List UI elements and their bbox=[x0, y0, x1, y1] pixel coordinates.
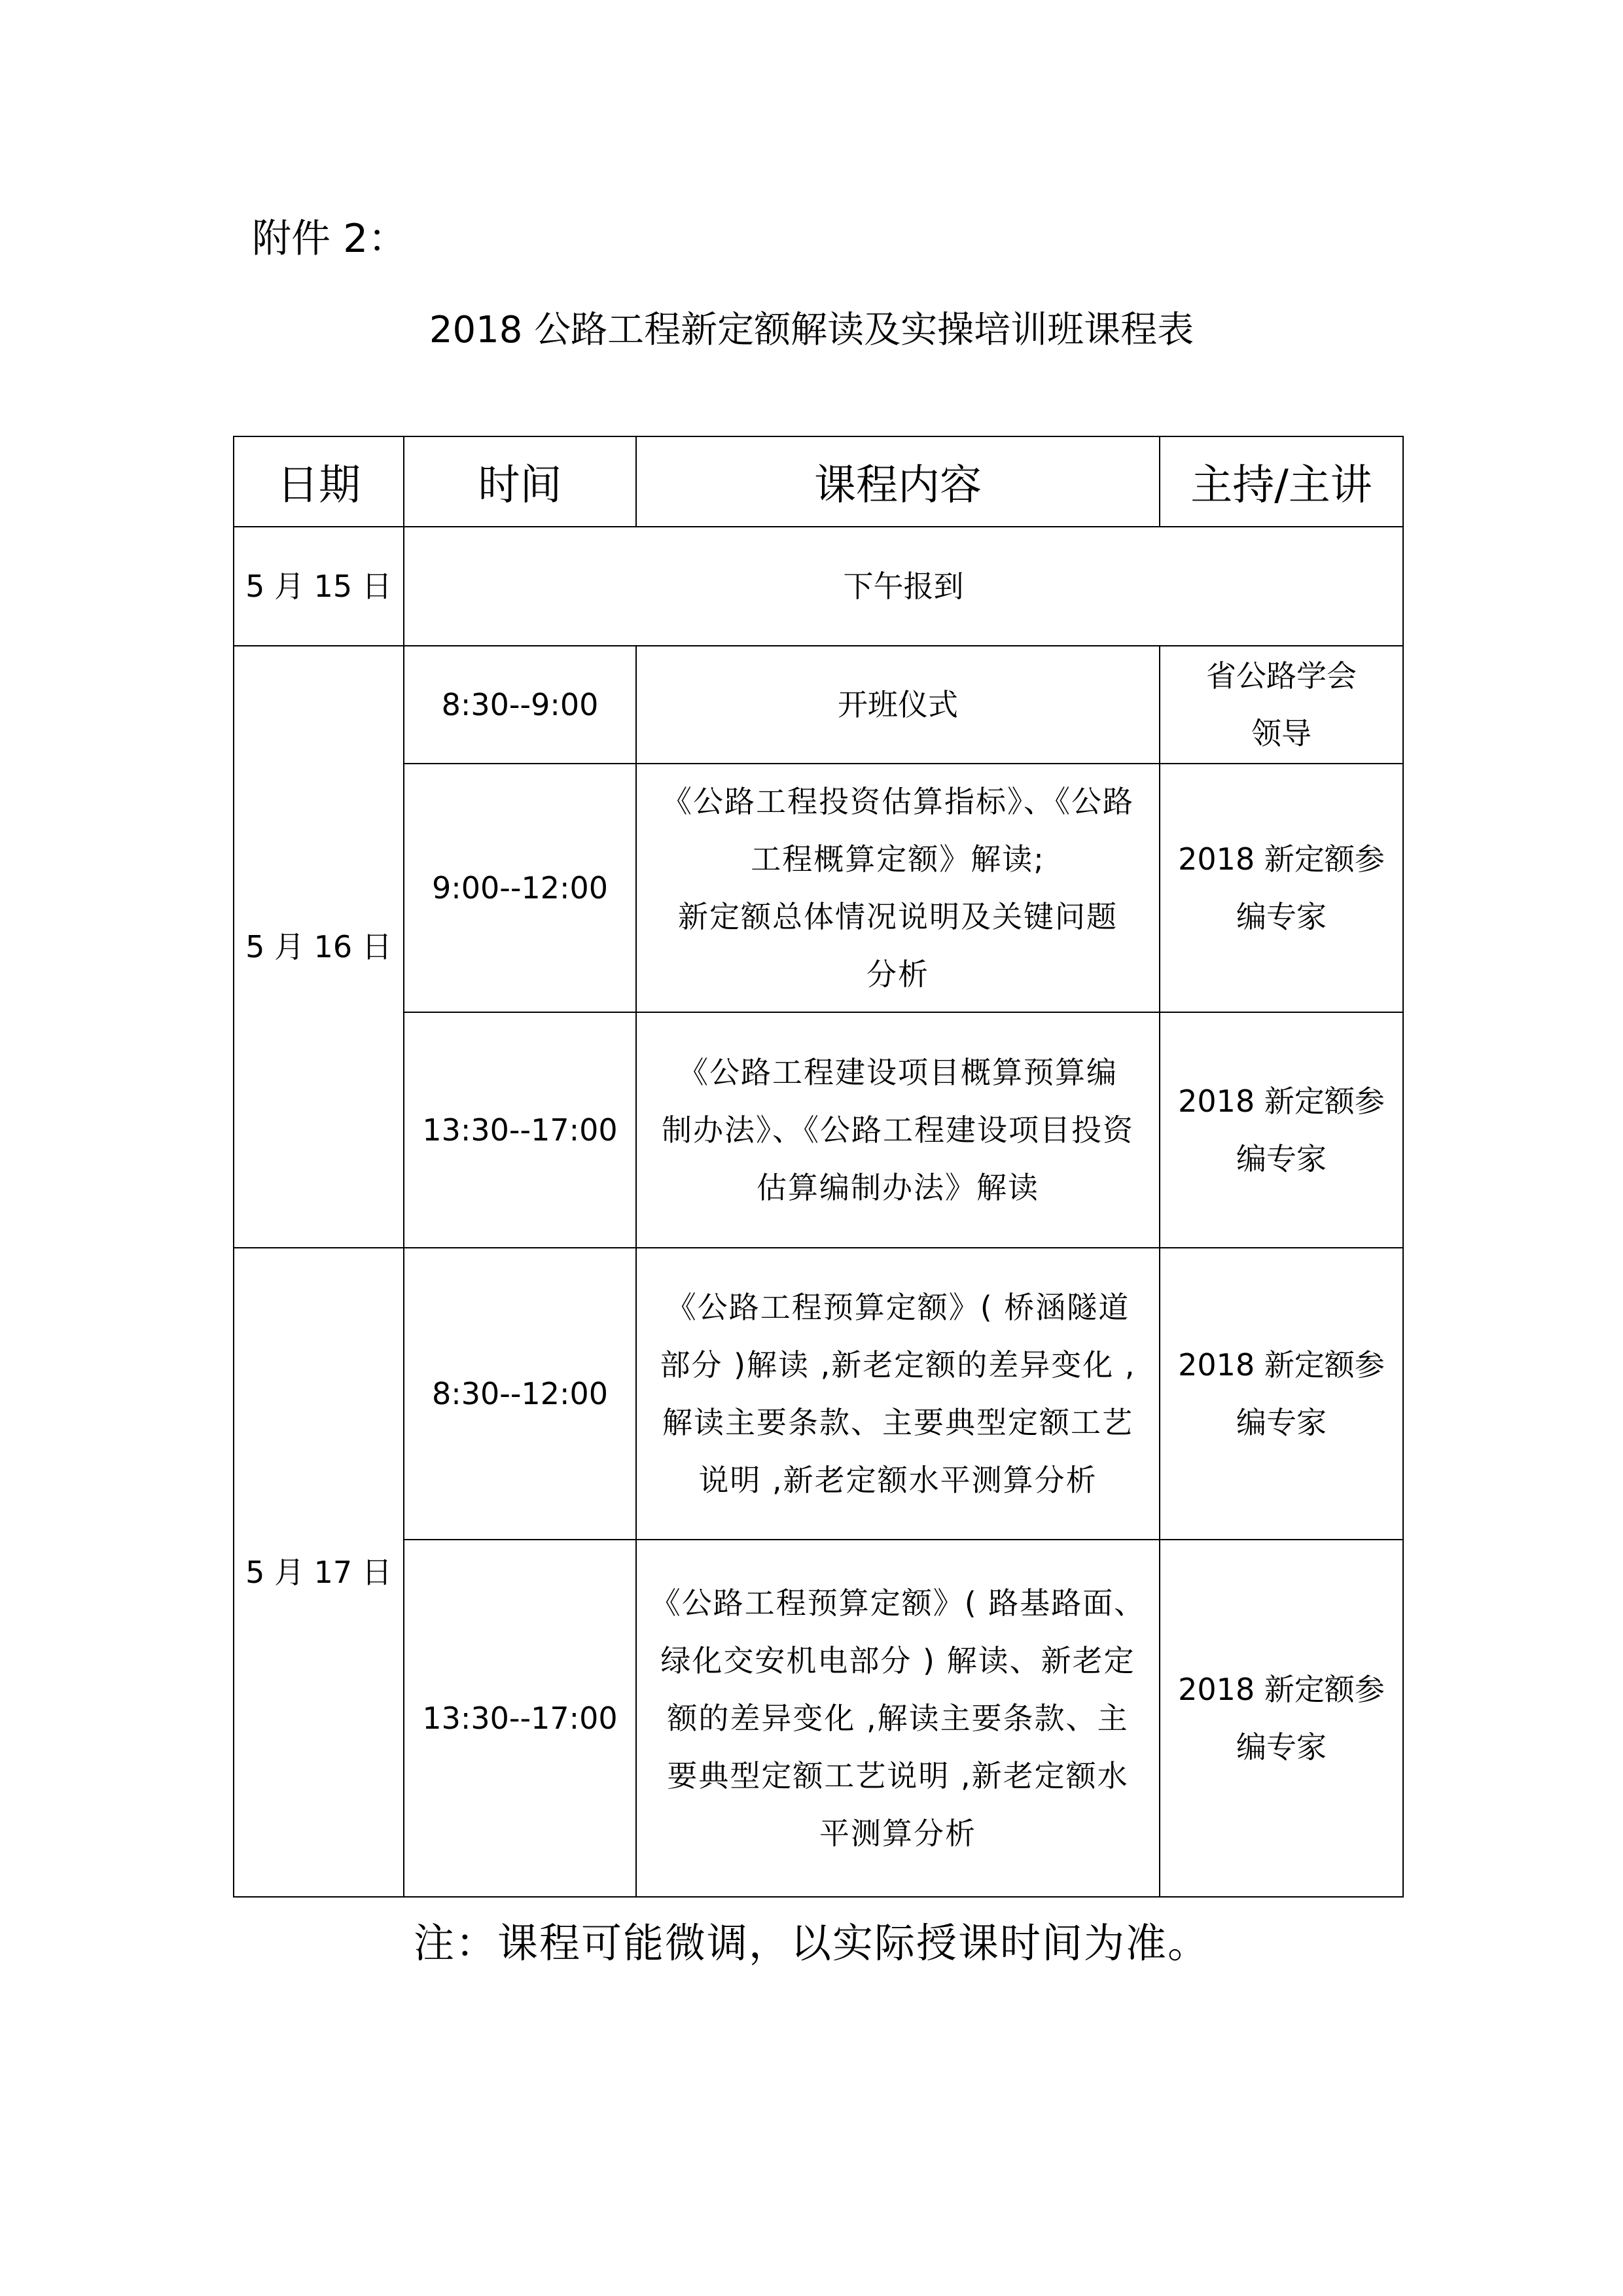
content-line: 额的差异变化 ,解读主要条款、主 bbox=[667, 1701, 1129, 1736]
header-time: 时间 bbox=[404, 436, 636, 527]
time-cell: 8:30--9:00 bbox=[404, 646, 636, 764]
host-cell bbox=[1160, 1540, 1403, 1897]
table-row bbox=[234, 527, 1403, 646]
time-cell: 8:30--12:00 bbox=[404, 1248, 636, 1540]
content-line: 《公路工程建设项目概算预算编 bbox=[678, 1055, 1118, 1090]
host-cell bbox=[1160, 764, 1403, 1012]
content-line: 说明 ,新老定额水平测算分析 bbox=[698, 1462, 1097, 1498]
content-line: 开班仪式 bbox=[838, 687, 958, 722]
host-cell bbox=[1160, 646, 1403, 764]
host-line: 2018 新定额参 bbox=[1178, 1672, 1385, 1707]
content-line: 部分 )解读 ,新老定额的差异变化 , bbox=[660, 1347, 1136, 1383]
host-line: 编专家 bbox=[1236, 899, 1327, 934]
footnote: 注：课程可能微调，以实际授课时间为准。 bbox=[413, 1919, 1209, 1967]
content-line: 绿化交安机电部分 ) 解读、新老定 bbox=[660, 1643, 1135, 1678]
time-cell: 13:30--17:00 bbox=[404, 1540, 636, 1897]
content-cell bbox=[636, 764, 1160, 1012]
attachment-label: 附件 2： bbox=[252, 216, 408, 262]
content-cell bbox=[636, 1012, 1160, 1248]
time-cell: 9:00--12:00 bbox=[404, 764, 636, 1012]
date-cell: 5 月 17 日 bbox=[234, 1248, 404, 1897]
registration-cell: 下午报到 bbox=[404, 527, 1403, 646]
table-row bbox=[234, 646, 1403, 764]
table-row bbox=[234, 1540, 1403, 1897]
table-row bbox=[234, 764, 1403, 1012]
host-line: 编专家 bbox=[1236, 1141, 1327, 1176]
host-line: 2018 新定额参 bbox=[1178, 841, 1385, 877]
header-date: 日期 bbox=[234, 436, 404, 527]
table-row bbox=[234, 1248, 1403, 1540]
content-line: 解读主要条款、主要典型定额工艺 bbox=[662, 1405, 1133, 1440]
content-line: 工程概算定额》解读; bbox=[751, 841, 1045, 877]
header-row bbox=[234, 436, 1403, 527]
host-cell bbox=[1160, 1248, 1403, 1540]
content-cell bbox=[636, 1248, 1160, 1540]
date-cell: 5 月 16 日 bbox=[234, 646, 404, 1248]
time-cell: 13:30--17:00 bbox=[404, 1012, 636, 1248]
host-line: 2018 新定额参 bbox=[1178, 1347, 1385, 1383]
content-cell bbox=[636, 1540, 1160, 1897]
host-line: 2018 新定额参 bbox=[1178, 1084, 1385, 1119]
host-cell bbox=[1160, 1012, 1403, 1248]
content-cell bbox=[636, 646, 1160, 764]
host-line: 编专家 bbox=[1236, 1729, 1327, 1765]
content-line: 制办法》、《公路工程建设项目投资 bbox=[662, 1112, 1134, 1148]
content-line: 新定额总体情况说明及关键问题 bbox=[678, 899, 1118, 934]
content-line: 估算编制办法》解读 bbox=[757, 1170, 1039, 1205]
host-line: 编专家 bbox=[1236, 1405, 1327, 1440]
content-line: 要典型定额工艺说明 ,新老定额水 bbox=[667, 1758, 1129, 1793]
content-line: 《公路工程投资估算指标》、《公路 bbox=[662, 784, 1134, 819]
content-line: 《公路工程预算定额》( 桥涵隧道 bbox=[666, 1290, 1130, 1325]
host-line: 领导 bbox=[1251, 716, 1311, 751]
document-title: 2018 公路工程新定额解读及实操培训班课程表 bbox=[429, 309, 1194, 351]
table-row bbox=[234, 1012, 1403, 1248]
host-line: 省公路学会 bbox=[1206, 658, 1357, 694]
date-cell: 5 月 15 日 bbox=[234, 527, 404, 646]
header-content: 课程内容 bbox=[636, 436, 1160, 527]
content-line: 分析 bbox=[866, 957, 929, 992]
content-line: 《公路工程预算定额》( 路基路面、 bbox=[650, 1585, 1146, 1621]
header-host: 主持/主讲 bbox=[1160, 436, 1403, 527]
content-line: 平测算分析 bbox=[819, 1816, 976, 1851]
schedule-table bbox=[233, 436, 1404, 1898]
